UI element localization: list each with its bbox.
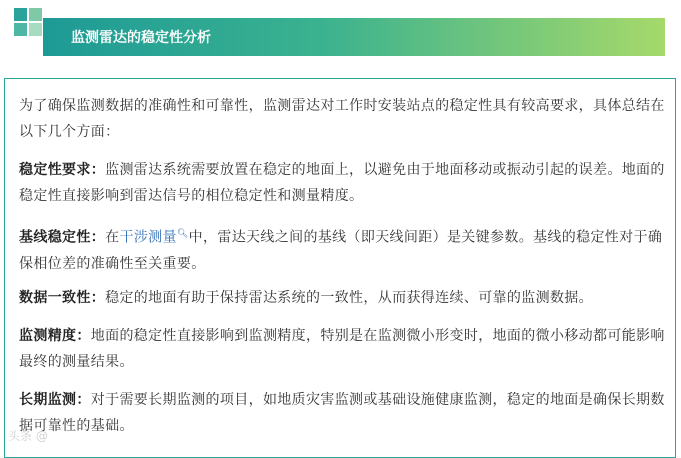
point-monitoring-accuracy [19, 323, 669, 375]
point-text-post: 中，雷达天线之间的基线（即天线间距）是关键参数。基线的稳定性对于确保相位差的准确性至关重要。 [19, 229, 663, 272]
point-term: 稳定性要求： [19, 162, 106, 178]
logo [14, 8, 42, 36]
page-title: 监测雷达的稳定性分析 [71, 30, 211, 46]
intro-paragraph: 为了确保监测数据的准确性和可靠性，监测雷达对工作时安装站点的稳定性具有较高要求，具体总结在以下几个方面： [19, 98, 665, 140]
point-baseline-stability [19, 221, 669, 277]
point-data-consistency [19, 285, 669, 311]
point-term: 长期监测： [19, 392, 91, 408]
point-text: 地面的稳定性直接影响到监测精度，特别是在监测微小形变时，地面的微小移动都可能影响最终的测量结果。 [19, 328, 665, 370]
point-term: 基线稳定性： [19, 229, 106, 246]
logo-square [14, 8, 27, 21]
logo-square [29, 8, 42, 21]
point-term: 监测精度： [19, 328, 91, 344]
point-long-term-monitoring [19, 387, 669, 439]
point-stability-requirement [19, 157, 669, 209]
logo-square [29, 23, 42, 36]
logo-square [14, 23, 27, 36]
title-banner [43, 18, 665, 56]
search-icon[interactable]: 🔍︎ [176, 229, 189, 239]
point-text: 监测雷达系统需要放置在稳定的地面上，以避免由于地面移动或振动引起的误差。地面的稳定性直接影响到雷达信号的相位稳定性和测量精度。 [19, 162, 665, 204]
point-term: 数据一致性： [19, 290, 106, 306]
point-text-pre: 在 [105, 229, 120, 246]
watermark: 头条 @ [8, 429, 48, 443]
content-box [4, 78, 676, 458]
interferometry-link[interactable]: 干涉测量 [119, 229, 177, 246]
point-text: 稳定的地面有助于保持雷达系统的一致性，从而获得连续、可靠的监测数据。 [105, 290, 594, 306]
point-text: 对于需要长期监测的项目，如地质灾害监测或基础设施健康监测，稳定的地面是确保长期数据可靠性的基础。 [19, 392, 665, 434]
